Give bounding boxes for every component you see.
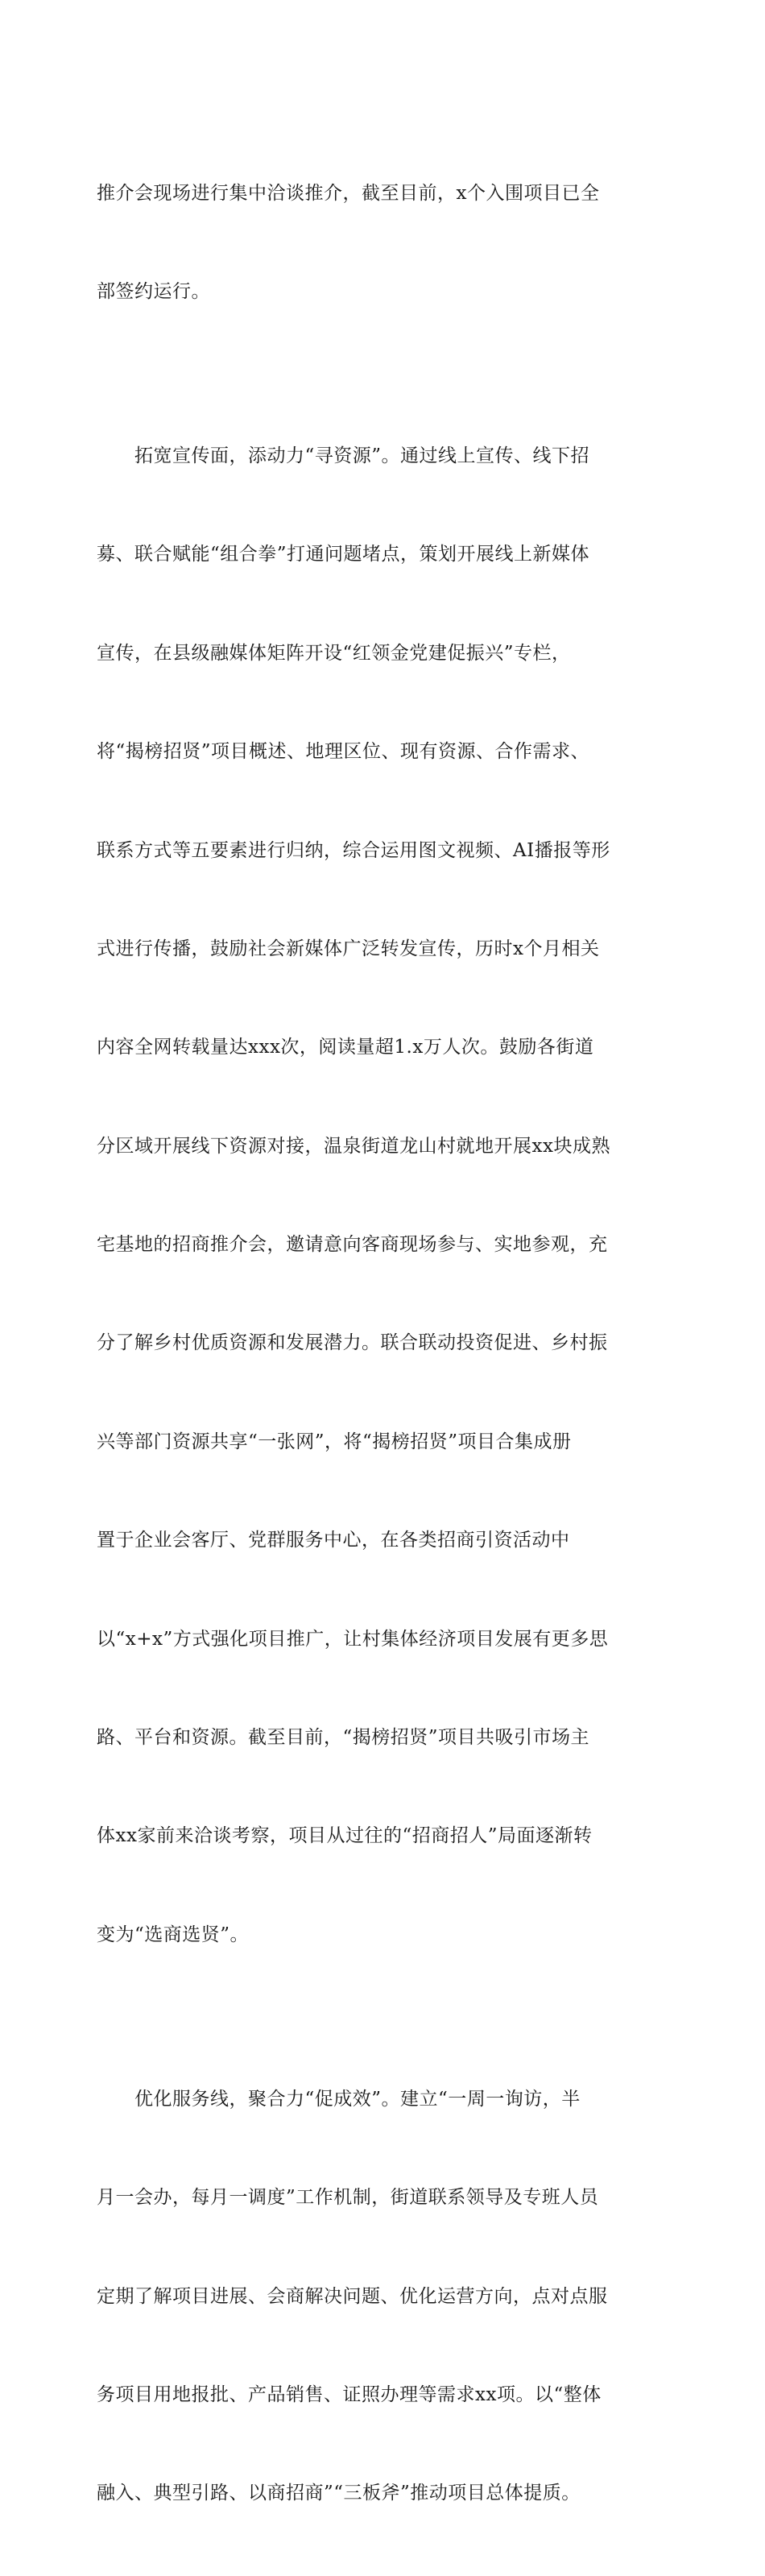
paragraph-2 — [97, 374, 668, 2017]
text-line: 宣传，在县级融媒体矩阵开设“红领金党建促振兴”专栏， — [97, 642, 571, 664]
text-line: 融入、典型引路、以商招商”“三板斧”推动项目总体提质。 — [97, 2483, 581, 2504]
text-line: 月一会办，每月一调度”工作机制，街道联系领导及专班人员 — [97, 2187, 599, 2209]
text-line: 内容全网转载量达xxx次，阅读量超1.x万人次。鼓励各街道 — [97, 1037, 594, 1058]
text-line: 定期了解项目进展、会商解决问题、优化运营方向，点对点服 — [97, 2285, 608, 2307]
text-line: 以“x+x”方式强化项目推广，让村集体经济项目发展有更多思 — [97, 1628, 609, 1650]
text-line: 式进行传播，鼓励社会新媒体广泛转发宣传，历时x个月相关 — [97, 938, 600, 959]
paragraph-3 — [97, 2017, 668, 2576]
paragraph-1 — [97, 111, 668, 374]
text-line: 路、平台和资源。截至目前，“揭榜招贤”项目共吸引市场主 — [97, 1727, 590, 1749]
text-line: 分了解乡村优质资源和发展潜力。联合联动投资促进、乡村振 — [97, 1332, 608, 1354]
text-line: 推介会现场进行集中洽谈推介，截至目前，x个入围项目已全 — [97, 182, 600, 204]
text-line: 联系方式等五要素进行归纳，综合运用图文视频、AI播报等形 — [97, 839, 610, 861]
text-line: 分区域开展线下资源对接，温泉街道龙山村就地开展xx块成熟 — [97, 1135, 610, 1157]
text-line: 兴等部门资源共享“一张网”，将“揭榜招贤”项目合集成册 — [97, 1431, 572, 1452]
text-line: 变为“选商选贤”。 — [97, 1924, 250, 1945]
text-line: 拓宽宣传面，添动力“寻资源”。通过线上宣传、线下招 — [97, 445, 590, 466]
text-line: 募、联合赋能“组合拳”打通问题堵点，策划开展线上新媒体 — [97, 544, 590, 565]
text-line: 体xx家前来洽谈考察，项目从过往的“招商招人”局面逐渐转 — [97, 1825, 593, 1847]
text-line: 部签约运行。 — [97, 280, 210, 302]
text-line: 将“揭榜招贤”项目概述、地理区位、现有资源、合作需求、 — [97, 741, 590, 763]
text-line: 优化服务线，聚合力“促成效”。建立“一周一询访，半 — [97, 2088, 581, 2110]
text-line: 宅基地的招商推介会，邀请意向客商现场参与、实地参观，充 — [97, 1234, 608, 1256]
text-line: 务项目用地报批、产品销售、证照办理等需求xx项。以“整体 — [97, 2383, 602, 2405]
text-line: 置于企业会客厅、党群服务中心，在各类招商引资活动中 — [97, 1530, 570, 1551]
document-body — [97, 111, 668, 2576]
